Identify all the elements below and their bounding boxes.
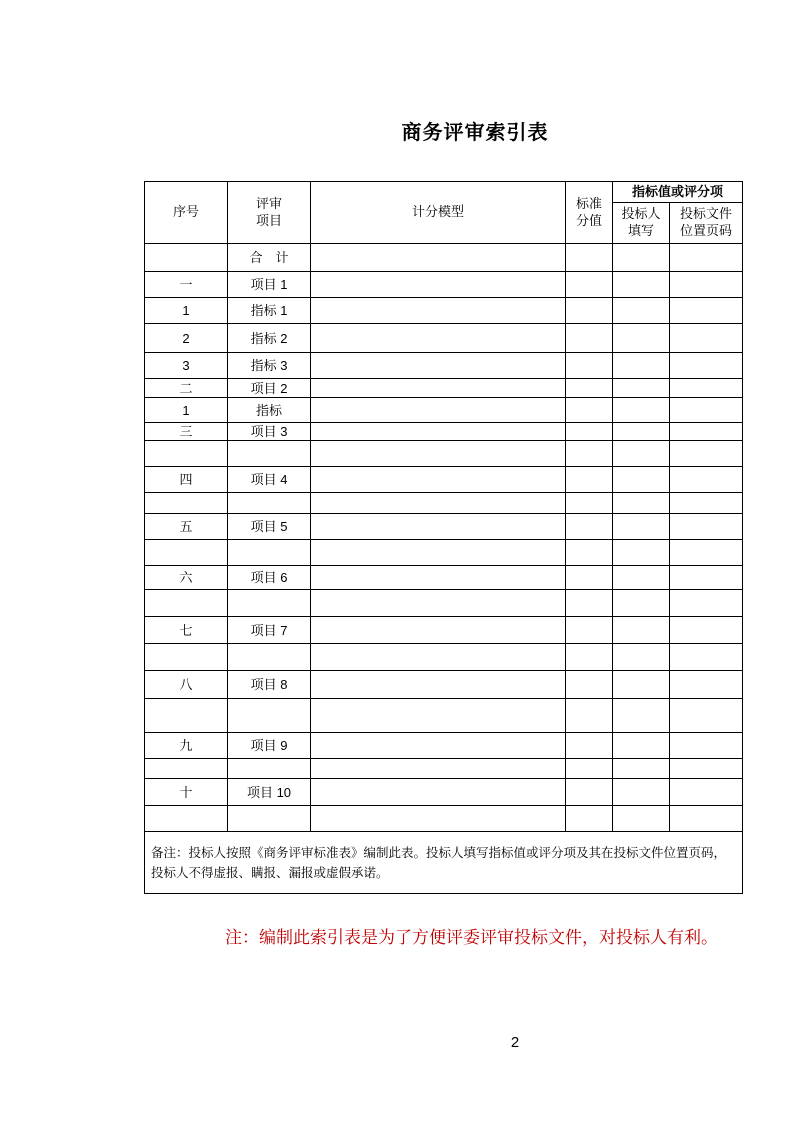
- row-model: [311, 733, 566, 759]
- row-score: [566, 733, 613, 759]
- row-page-ref: [670, 590, 743, 617]
- row-page-ref: [670, 493, 743, 514]
- row-model: [311, 398, 566, 423]
- row-page-ref: [670, 779, 743, 806]
- row-item: 指标 3: [228, 353, 311, 379]
- row-page-ref: [670, 617, 743, 644]
- row-item: 项目 6: [228, 566, 311, 590]
- table-row: [145, 493, 743, 514]
- table-row: [145, 298, 743, 324]
- row-score: [566, 441, 613, 467]
- row-item: [228, 759, 311, 779]
- header-bidder-line2: 填写: [627, 224, 654, 239]
- row-score: [566, 493, 613, 514]
- row-seq: [145, 759, 228, 779]
- row-bidder-fill: [613, 759, 670, 779]
- row-score: [566, 644, 613, 671]
- row-page-ref: [670, 441, 743, 467]
- row-score: [566, 467, 613, 493]
- row-bidder-fill: [613, 467, 670, 493]
- row-seq: 一: [145, 272, 228, 298]
- row-bidder-fill: [613, 699, 670, 733]
- row-score: [566, 353, 613, 379]
- row-item: 项目 4: [228, 467, 311, 493]
- row-item: 项目 10: [228, 779, 311, 806]
- table-row: [145, 244, 743, 272]
- row-seq: 四: [145, 467, 228, 493]
- row-model: [311, 671, 566, 699]
- row-bidder-fill: [613, 298, 670, 324]
- header-row: [145, 182, 743, 203]
- row-item: 项目 5: [228, 514, 311, 540]
- red-note: 注：编制此索引表是为了方便评委评审投标文件，对投标人有利。: [225, 928, 718, 948]
- row-page-ref: [670, 353, 743, 379]
- review-index-table: [144, 181, 743, 894]
- row-page-ref: [670, 566, 743, 590]
- row-page-ref: [670, 244, 743, 272]
- row-model: [311, 272, 566, 298]
- row-page-ref: [670, 398, 743, 423]
- header-page: [670, 203, 743, 244]
- row-model: [311, 514, 566, 540]
- table-row: [145, 566, 743, 590]
- row-score: [566, 514, 613, 540]
- row-model: [311, 644, 566, 671]
- row-bidder-fill: [613, 441, 670, 467]
- row-page-ref: [670, 467, 743, 493]
- table-row: [145, 467, 743, 493]
- row-seq: 3: [145, 353, 228, 379]
- row-bidder-fill: [613, 733, 670, 759]
- row-seq: 1: [145, 398, 228, 423]
- row-item: 项目 7: [228, 617, 311, 644]
- row-bidder-fill: [613, 423, 670, 441]
- row-bidder-fill: [613, 540, 670, 566]
- row-model: [311, 244, 566, 272]
- row-item: [228, 644, 311, 671]
- row-seq: 七: [145, 617, 228, 644]
- row-seq: 三: [145, 423, 228, 441]
- header-page-line2: 位置页码: [680, 224, 733, 239]
- row-seq: 五: [145, 514, 228, 540]
- row-item: [228, 699, 311, 733]
- row-item: 项目 2: [228, 379, 311, 398]
- row-page-ref: [670, 806, 743, 832]
- row-page-ref: [670, 298, 743, 324]
- row-score: [566, 759, 613, 779]
- row-item: 项目 1: [228, 272, 311, 298]
- row-item: [228, 590, 311, 617]
- table-row: [145, 272, 743, 298]
- row-bidder-fill: [613, 644, 670, 671]
- row-bidder-fill: [613, 324, 670, 353]
- table-row: [145, 644, 743, 671]
- row-seq: [145, 493, 228, 514]
- row-item: [228, 441, 311, 467]
- row-model: [311, 353, 566, 379]
- row-page-ref: [670, 759, 743, 779]
- table-row: [145, 514, 743, 540]
- row-item: [228, 493, 311, 514]
- table-row: [145, 423, 743, 441]
- row-item: 指标 2: [228, 324, 311, 353]
- row-bidder-fill: [613, 590, 670, 617]
- row-page-ref: [670, 699, 743, 733]
- row-seq: [145, 441, 228, 467]
- row-score: [566, 806, 613, 832]
- row-score: [566, 617, 613, 644]
- row-model: [311, 617, 566, 644]
- table-row: [145, 441, 743, 467]
- table-row: [145, 779, 743, 806]
- row-seq: [145, 699, 228, 733]
- header-score: [566, 182, 613, 244]
- row-model: [311, 441, 566, 467]
- row-seq: 2: [145, 324, 228, 353]
- row-bidder-fill: [613, 272, 670, 298]
- row-model: [311, 566, 566, 590]
- header-item-line2: 项目: [255, 213, 282, 229]
- row-score: [566, 244, 613, 272]
- row-page-ref: [670, 514, 743, 540]
- row-score: [566, 398, 613, 423]
- row-model: [311, 324, 566, 353]
- row-item: [228, 806, 311, 832]
- row-model: [311, 699, 566, 733]
- table-row: [145, 733, 743, 759]
- row-score: [566, 379, 613, 398]
- row-bidder-fill: [613, 779, 670, 806]
- table-row: [145, 671, 743, 699]
- row-model: [311, 590, 566, 617]
- row-item: 指标: [228, 398, 311, 423]
- header-page-line1: 投标文件: [680, 207, 733, 222]
- row-item: 合 计: [228, 244, 311, 272]
- table-row: [145, 540, 743, 566]
- remark-text: 备注：投标人按照《商务评审标准表》编制此表。投标人填写指标值或评分项及其在投标文件位置页码，投标人不得虚报、瞒报、漏报或虚假承诺。: [145, 832, 743, 894]
- row-bidder-fill: [613, 514, 670, 540]
- row-bidder-fill: [613, 671, 670, 699]
- row-seq: [145, 806, 228, 832]
- header-model: 计分模型: [311, 182, 566, 244]
- page-title: 商务评审索引表: [401, 120, 549, 144]
- table-row: [145, 398, 743, 423]
- row-score: [566, 298, 613, 324]
- table-row: [145, 353, 743, 379]
- row-score: [566, 324, 613, 353]
- row-bidder-fill: [613, 617, 670, 644]
- row-seq: [145, 244, 228, 272]
- row-seq: 二: [145, 379, 228, 398]
- row-seq: [145, 540, 228, 566]
- row-model: [311, 493, 566, 514]
- row-page-ref: [670, 540, 743, 566]
- row-page-ref: [670, 324, 743, 353]
- row-score: [566, 272, 613, 298]
- row-bidder-fill: [613, 566, 670, 590]
- row-page-ref: [670, 671, 743, 699]
- row-model: [311, 423, 566, 441]
- row-item: 项目 9: [228, 733, 311, 759]
- row-model: [311, 806, 566, 832]
- row-score: [566, 590, 613, 617]
- row-seq: [145, 644, 228, 671]
- row-seq: 十: [145, 779, 228, 806]
- row-seq: 1: [145, 298, 228, 324]
- header-item: [228, 182, 311, 244]
- row-seq: [145, 590, 228, 617]
- row-score: [566, 423, 613, 441]
- row-model: [311, 379, 566, 398]
- row-bidder-fill: [613, 379, 670, 398]
- table-row: [145, 759, 743, 779]
- header-bidder: [613, 203, 670, 244]
- row-model: [311, 298, 566, 324]
- header-group: 指标值或评分项: [613, 182, 743, 203]
- row-model: [311, 467, 566, 493]
- row-page-ref: [670, 423, 743, 441]
- header-bidder-line1: 投标人: [621, 207, 661, 222]
- table-row: [145, 590, 743, 617]
- table-row: [145, 806, 743, 832]
- row-item: 项目 8: [228, 671, 311, 699]
- table-row: [145, 379, 743, 398]
- row-bidder-fill: [613, 244, 670, 272]
- row-score: [566, 779, 613, 806]
- table-row: [145, 617, 743, 644]
- row-score: [566, 566, 613, 590]
- header-seq: 序号: [145, 182, 228, 244]
- row-bidder-fill: [613, 806, 670, 832]
- page-number: 2: [510, 1034, 520, 1051]
- header-score-line1: 标准: [575, 196, 602, 212]
- row-seq: 六: [145, 566, 228, 590]
- remark-row: [145, 832, 743, 894]
- row-model: [311, 540, 566, 566]
- row-bidder-fill: [613, 398, 670, 423]
- row-seq: 八: [145, 671, 228, 699]
- row-page-ref: [670, 379, 743, 398]
- row-item: 项目 3: [228, 423, 311, 441]
- table-row: [145, 699, 743, 733]
- header-item-line1: 评审: [255, 196, 282, 212]
- row-model: [311, 779, 566, 806]
- row-page-ref: [670, 733, 743, 759]
- row-score: [566, 699, 613, 733]
- row-bidder-fill: [613, 493, 670, 514]
- table-row: [145, 324, 743, 353]
- row-page-ref: [670, 644, 743, 671]
- row-score: [566, 671, 613, 699]
- row-seq: 九: [145, 733, 228, 759]
- row-item: 指标 1: [228, 298, 311, 324]
- row-bidder-fill: [613, 353, 670, 379]
- row-model: [311, 759, 566, 779]
- header-score-line2: 分值: [575, 213, 602, 229]
- row-score: [566, 540, 613, 566]
- row-page-ref: [670, 272, 743, 298]
- row-item: [228, 540, 311, 566]
